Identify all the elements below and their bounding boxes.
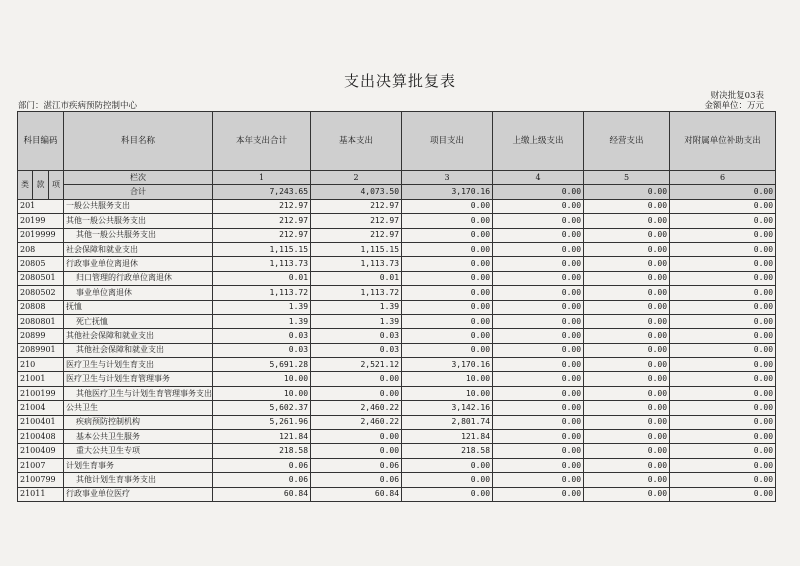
col-number-5: 5 — [584, 171, 670, 185]
amount-cell: 0.06 — [311, 458, 402, 472]
col-number-2: 2 — [311, 171, 402, 185]
total-value: 0.00 — [584, 185, 670, 199]
amount-cell: 0.00 — [493, 300, 584, 314]
table-row — [18, 358, 776, 372]
subject-name: 其他社会保障和就业支出 — [64, 343, 213, 357]
amount-cell: 3,170.16 — [402, 358, 493, 372]
amount-cell: 0.00 — [670, 358, 776, 372]
amount-cell: 0.00 — [584, 343, 670, 357]
subject-name: 归口管理的行政单位离退休 — [64, 271, 213, 285]
amount-cell: 0.01 — [311, 271, 402, 285]
total-value: 0.00 — [670, 185, 776, 199]
amount-cell: 0.00 — [670, 473, 776, 487]
table-row — [18, 458, 776, 472]
amount-cell: 0.00 — [584, 242, 670, 256]
amount-cell: 0.00 — [670, 199, 776, 213]
subject-code: 2019999 — [18, 228, 64, 242]
amount-unit-label: 金额单位：万元 — [704, 101, 764, 111]
amount-cell: 0.00 — [493, 358, 584, 372]
amount-cell: 1,113.72 — [213, 286, 311, 300]
subject-code: 21001 — [18, 372, 64, 386]
subject-code: 2100401 — [18, 415, 64, 429]
amount-cell: 0.00 — [670, 214, 776, 228]
amount-cell: 212.97 — [311, 199, 402, 213]
amount-cell: 0.00 — [402, 458, 493, 472]
amount-cell: 0.00 — [402, 271, 493, 285]
amount-cell: 0.00 — [584, 458, 670, 472]
subject-code: 2080502 — [18, 286, 64, 300]
amount-cell: 2,521.12 — [311, 358, 402, 372]
header-col-1: 本年支出合计 — [213, 112, 311, 171]
amount-cell: 0.00 — [402, 242, 493, 256]
table-row — [18, 415, 776, 429]
amount-cell: 0.00 — [584, 228, 670, 242]
amount-cell: 0.00 — [493, 444, 584, 458]
subject-code: 2100408 — [18, 430, 64, 444]
amount-cell: 0.00 — [402, 314, 493, 328]
amount-cell: 121.84 — [213, 430, 311, 444]
table-row — [18, 228, 776, 242]
amount-cell: 0.00 — [311, 386, 402, 400]
amount-cell: 3,142.16 — [402, 401, 493, 415]
amount-cell: 121.84 — [402, 430, 493, 444]
amount-cell: 1,115.15 — [311, 242, 402, 256]
header-col-3: 项目支出 — [402, 112, 493, 171]
table-row — [18, 329, 776, 343]
amount-cell: 0.00 — [584, 415, 670, 429]
amount-cell: 212.97 — [213, 228, 311, 242]
amount-cell: 0.00 — [584, 271, 670, 285]
amount-cell: 0.00 — [493, 228, 584, 242]
amount-cell: 10.00 — [402, 386, 493, 400]
amount-cell: 0.00 — [493, 199, 584, 213]
subject-code: 20805 — [18, 257, 64, 271]
amount-cell: 0.00 — [670, 487, 776, 501]
subject-code: 201 — [18, 199, 64, 213]
total-value: 3,170.16 — [402, 185, 493, 199]
table-row — [18, 473, 776, 487]
amount-cell: 0.00 — [584, 401, 670, 415]
subject-code: 2089901 — [18, 343, 64, 357]
subject-name: 其他一般公共服务支出 — [64, 228, 213, 242]
subject-code: 208 — [18, 242, 64, 256]
table-row — [18, 286, 776, 300]
expenditure-table — [17, 111, 776, 502]
col-number-1: 1 — [213, 171, 311, 185]
amount-cell: 0.00 — [584, 473, 670, 487]
amount-cell: 0.00 — [584, 358, 670, 372]
amount-cell: 0.00 — [402, 228, 493, 242]
subject-name: 社会保障和就业支出 — [64, 242, 213, 256]
table-row — [18, 343, 776, 357]
total-value: 0.00 — [493, 185, 584, 199]
amount-cell: 0.00 — [670, 386, 776, 400]
amount-cell: 0.00 — [584, 487, 670, 501]
subject-name: 基本公共卫生服务 — [64, 430, 213, 444]
amount-cell: 0.00 — [670, 444, 776, 458]
amount-cell: 0.00 — [493, 430, 584, 444]
amount-cell: 212.97 — [311, 214, 402, 228]
amount-cell: 0.00 — [493, 271, 584, 285]
subject-code: 20899 — [18, 329, 64, 343]
header-code: 科目编码 — [18, 112, 64, 171]
amount-cell: 0.00 — [493, 257, 584, 271]
amount-cell: 0.00 — [402, 300, 493, 314]
table-row — [18, 271, 776, 285]
table-row — [18, 257, 776, 271]
table-row — [18, 487, 776, 501]
amount-cell: 0.00 — [584, 286, 670, 300]
amount-cell: 0.00 — [670, 329, 776, 343]
table-row — [18, 214, 776, 228]
amount-cell: 1.39 — [213, 314, 311, 328]
header-col-4: 上缴上级支出 — [493, 112, 584, 171]
amount-cell: 10.00 — [213, 372, 311, 386]
header-xiang: 项 — [49, 171, 64, 200]
amount-cell: 5,602.37 — [213, 401, 311, 415]
amount-cell: 0.00 — [584, 300, 670, 314]
subject-name: 计划生育事务 — [64, 458, 213, 472]
amount-cell: 2,460.22 — [311, 415, 402, 429]
amount-cell: 1,113.72 — [311, 286, 402, 300]
subject-code: 2100199 — [18, 386, 64, 400]
subject-code: 20199 — [18, 214, 64, 228]
amount-cell: 0.00 — [670, 430, 776, 444]
amount-cell: 218.58 — [402, 444, 493, 458]
amount-cell: 0.00 — [493, 386, 584, 400]
subject-name: 死亡抚恤 — [64, 314, 213, 328]
subject-name: 其他医疗卫生与计划生育管理事务支出 — [64, 386, 213, 400]
amount-cell: 0.06 — [213, 473, 311, 487]
table-row — [18, 386, 776, 400]
subject-name: 医疗卫生与计划生育管理事务 — [64, 372, 213, 386]
amount-cell: 0.00 — [584, 214, 670, 228]
amount-cell: 0.00 — [670, 286, 776, 300]
col-number-3: 3 — [402, 171, 493, 185]
amount-cell: 212.97 — [311, 228, 402, 242]
subject-name: 行政事业单位离退休 — [64, 257, 213, 271]
subject-code: 21011 — [18, 487, 64, 501]
amount-cell: 0.00 — [493, 458, 584, 472]
amount-cell: 0.00 — [584, 430, 670, 444]
amount-cell: 0.00 — [493, 487, 584, 501]
department-label: 部门：湛江市疾病预防控制中心 — [18, 101, 138, 111]
amount-cell: 0.00 — [584, 257, 670, 271]
subject-code: 210 — [18, 358, 64, 372]
total-row — [18, 185, 776, 199]
subject-name: 医疗卫生与计划生育支出 — [64, 358, 213, 372]
amount-cell: 0.03 — [311, 329, 402, 343]
lanci-label: 栏次 — [64, 171, 213, 185]
amount-cell: 1.39 — [213, 300, 311, 314]
subject-name: 抚恤 — [64, 300, 213, 314]
amount-cell: 0.00 — [584, 372, 670, 386]
amount-cell: 60.84 — [213, 487, 311, 501]
header-col-2: 基本支出 — [311, 112, 402, 171]
amount-cell: 1.39 — [311, 314, 402, 328]
subject-code: 21007 — [18, 458, 64, 472]
amount-cell: 0.00 — [584, 329, 670, 343]
amount-cell: 0.00 — [670, 458, 776, 472]
amount-cell: 0.00 — [402, 473, 493, 487]
table-row — [18, 242, 776, 256]
amount-cell: 10.00 — [402, 372, 493, 386]
header-name: 科目名称 — [64, 112, 213, 171]
subject-name: 公共卫生 — [64, 401, 213, 415]
header-row — [18, 112, 776, 171]
amount-cell: 60.84 — [311, 487, 402, 501]
column-index-row — [18, 171, 776, 185]
amount-cell: 0.00 — [493, 329, 584, 343]
amount-cell: 2,801.74 — [402, 415, 493, 429]
subject-code: 20808 — [18, 300, 64, 314]
amount-cell: 0.00 — [311, 444, 402, 458]
amount-cell: 0.00 — [584, 314, 670, 328]
amount-cell: 10.00 — [213, 386, 311, 400]
amount-cell: 0.03 — [213, 329, 311, 343]
amount-cell: 212.97 — [213, 199, 311, 213]
amount-cell: 212.97 — [213, 214, 311, 228]
total-label: 合计 — [64, 185, 213, 199]
table-row — [18, 372, 776, 386]
amount-cell: 0.00 — [402, 214, 493, 228]
total-value: 7,243.65 — [213, 185, 311, 199]
amount-cell: 0.01 — [213, 271, 311, 285]
subject-code: 2100799 — [18, 473, 64, 487]
amount-cell: 0.00 — [493, 214, 584, 228]
amount-cell: 0.00 — [584, 386, 670, 400]
amount-cell: 0.00 — [493, 473, 584, 487]
amount-cell: 0.00 — [493, 314, 584, 328]
amount-cell: 5,691.28 — [213, 358, 311, 372]
amount-cell: 0.00 — [311, 430, 402, 444]
amount-cell: 0.00 — [670, 228, 776, 242]
amount-cell: 1,113.73 — [311, 257, 402, 271]
table-row — [18, 314, 776, 328]
amount-cell: 0.00 — [402, 329, 493, 343]
amount-cell: 0.00 — [493, 343, 584, 357]
amount-cell: 0.00 — [493, 286, 584, 300]
page-title: 支出决算批复表 — [343, 72, 456, 90]
table-row — [18, 401, 776, 415]
header-col-5: 经营支出 — [584, 112, 670, 171]
amount-cell: 0.00 — [402, 257, 493, 271]
table-row — [18, 430, 776, 444]
table-row — [18, 199, 776, 213]
amount-cell: 0.00 — [670, 314, 776, 328]
amount-cell: 0.00 — [493, 401, 584, 415]
amount-cell: 0.00 — [402, 286, 493, 300]
amount-cell: 0.00 — [670, 372, 776, 386]
amount-cell: 1,113.73 — [213, 257, 311, 271]
amount-cell: 0.00 — [493, 415, 584, 429]
amount-cell: 0.00 — [311, 372, 402, 386]
col-number-4: 4 — [493, 171, 584, 185]
amount-cell: 1.39 — [311, 300, 402, 314]
amount-cell: 2,460.22 — [311, 401, 402, 415]
amount-cell: 0.03 — [213, 343, 311, 357]
amount-cell: 0.00 — [402, 199, 493, 213]
subject-name: 疾病预防控制机构 — [64, 415, 213, 429]
subject-code: 2080501 — [18, 271, 64, 285]
amount-cell: 0.00 — [670, 257, 776, 271]
subject-name: 重大公共卫生专项 — [64, 444, 213, 458]
amount-cell: 0.00 — [670, 271, 776, 285]
amount-cell: 0.00 — [493, 372, 584, 386]
header-col-6: 对附属单位补助支出 — [670, 112, 776, 171]
amount-cell: 0.06 — [311, 473, 402, 487]
header-kuan: 款 — [33, 171, 49, 200]
amount-cell: 5,261.96 — [213, 415, 311, 429]
subject-name: 行政事业单位医疗 — [64, 487, 213, 501]
amount-cell: 218.58 — [213, 444, 311, 458]
amount-cell: 1,115.15 — [213, 242, 311, 256]
table-row — [18, 444, 776, 458]
amount-cell: 0.00 — [670, 300, 776, 314]
amount-cell: 0.00 — [402, 343, 493, 357]
subject-code: 21004 — [18, 401, 64, 415]
amount-cell: 0.00 — [670, 415, 776, 429]
total-value: 4,073.50 — [311, 185, 402, 199]
subject-name: 一般公共服务支出 — [64, 199, 213, 213]
header-lei: 类 — [18, 171, 33, 200]
amount-cell: 0.00 — [402, 487, 493, 501]
form-number: 财决批复03表 — [710, 91, 764, 101]
subject-code: 2100409 — [18, 444, 64, 458]
amount-cell: 0.00 — [670, 343, 776, 357]
subject-name: 事业单位离退休 — [64, 286, 213, 300]
amount-cell: 0.00 — [670, 401, 776, 415]
col-number-6: 6 — [670, 171, 776, 185]
amount-cell: 0.00 — [584, 199, 670, 213]
subject-name: 其他计划生育事务支出 — [64, 473, 213, 487]
amount-cell: 0.03 — [311, 343, 402, 357]
amount-cell: 0.00 — [670, 242, 776, 256]
subject-name: 其他一般公共服务支出 — [64, 214, 213, 228]
amount-cell: 0.06 — [213, 458, 311, 472]
subject-code: 2080801 — [18, 314, 64, 328]
subject-name: 其他社会保障和就业支出 — [64, 329, 213, 343]
amount-cell: 0.00 — [493, 242, 584, 256]
amount-cell: 0.00 — [584, 444, 670, 458]
table-row — [18, 300, 776, 314]
